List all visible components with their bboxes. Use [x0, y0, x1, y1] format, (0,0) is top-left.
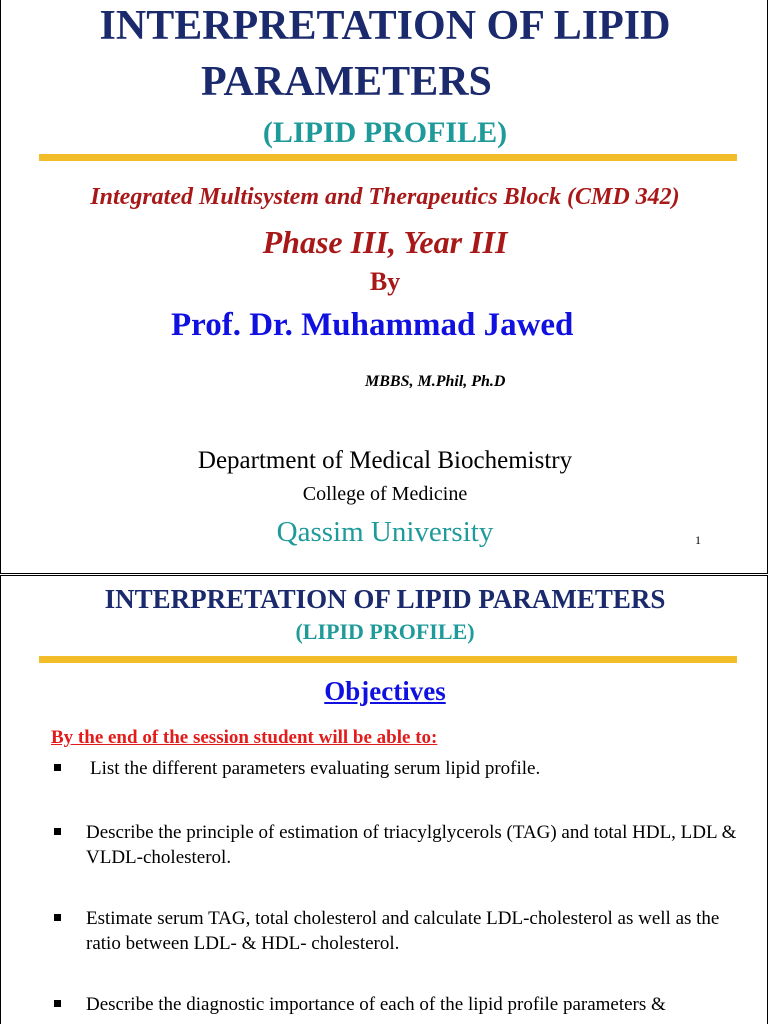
by-label: By — [369, 267, 401, 296]
list-item-text: Describe the principle of estimation of triacylglycerols (TAG) and total HDL, LDL & VLDL-cholesterol. — [86, 822, 737, 868]
university-name: Qassim University — [276, 516, 494, 548]
objectives-intro: By the end of the session student will be able to: — [51, 727, 438, 748]
gold-divider — [39, 656, 737, 663]
phase-year: Phase III, Year III — [262, 224, 508, 260]
slide-title: INTERPRETATION OF LIPID PARAMETERS — [104, 584, 666, 614]
square-bullet-icon — [54, 764, 61, 771]
college-name: College of Medicine — [302, 483, 468, 505]
slide-number: 1 — [695, 533, 701, 547]
course-block: Integrated Multisystem and Therapeutics Block (CMD 342) — [90, 184, 680, 210]
slide-subtitle: (LIPID PROFILE) — [295, 619, 475, 644]
square-bullet-icon — [54, 828, 61, 835]
list-item-text: Estimate serum TAG, total cholesterol and calculate LDL-cholesterol as well as the ratio between LDL- & HDL- cholesterol. — [86, 908, 720, 954]
slide-title-line-2: PARAMETERS — [201, 59, 492, 105]
list-item-text: List the different parameters evaluating serum lipid profile. — [90, 758, 541, 779]
slide-title-line-1: INTERPRETATION OF LIPID — [99, 3, 671, 49]
list-item-text: Describe the diagnostic importance of each of the lipid profile parameters & — [86, 994, 666, 1015]
square-bullet-icon — [54, 914, 61, 921]
presenter-degrees: MBBS, M.Phil, Ph.D — [365, 373, 506, 390]
objectives-heading: Objectives — [324, 676, 446, 706]
slide-subtitle: (LIPID PROFILE) — [262, 116, 508, 149]
department-name: Department of Medical Biochemistry — [197, 447, 573, 474]
presenter-name: Prof. Dr. Muhammad Jawed — [171, 307, 574, 343]
gold-divider — [39, 154, 737, 161]
slide-2 — [0, 575, 768, 1024]
square-bullet-icon — [54, 1000, 61, 1007]
